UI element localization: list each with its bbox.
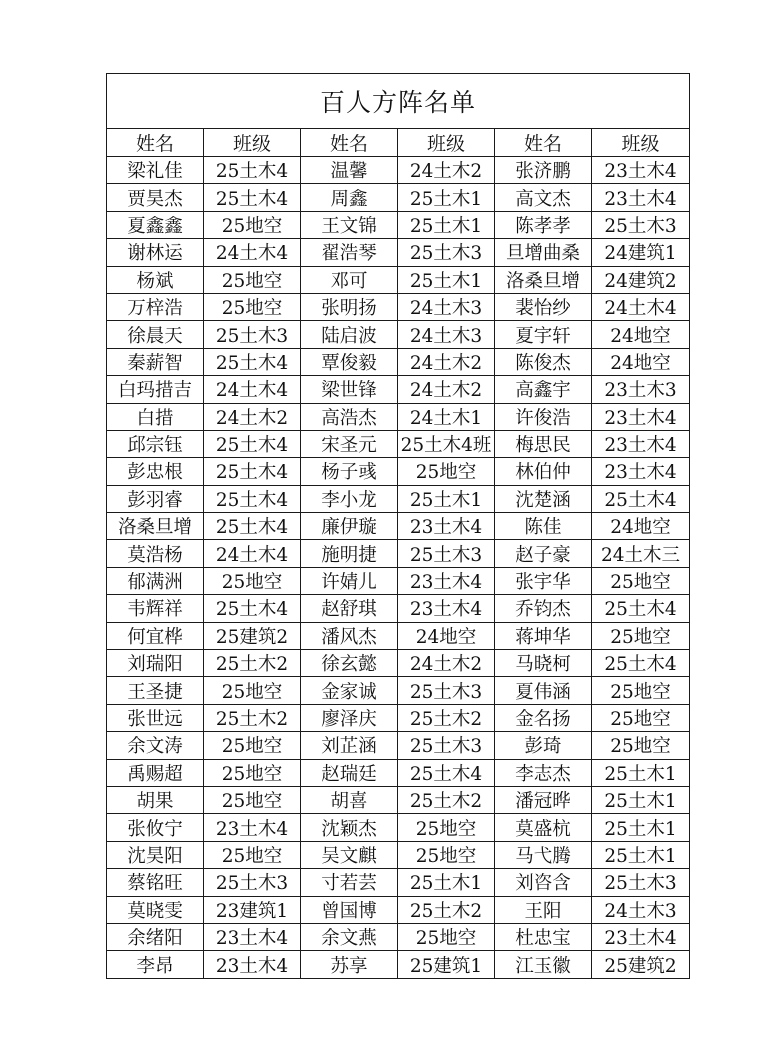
class-cell: 25地空 bbox=[204, 841, 301, 868]
class-cell: 25建筑2 bbox=[592, 951, 690, 978]
name-cell: 乔钧杰 bbox=[495, 595, 592, 622]
class-cell: 25土木1 bbox=[592, 841, 690, 868]
name-cell: 邓可 bbox=[301, 266, 398, 293]
table-row bbox=[107, 184, 690, 211]
class-cell: 24地空 bbox=[592, 513, 690, 540]
name-cell: 许婧儿 bbox=[301, 567, 398, 594]
name-cell: 邱宗钰 bbox=[107, 430, 204, 457]
name-cell: 吴文麒 bbox=[301, 841, 398, 868]
name-cell: 赵舒琪 bbox=[301, 595, 398, 622]
class-cell: 25地空 bbox=[204, 211, 301, 238]
class-cell: 25土木4 bbox=[204, 184, 301, 211]
class-cell: 25土木4 bbox=[204, 595, 301, 622]
class-cell: 25地空 bbox=[592, 704, 690, 731]
table-row bbox=[107, 376, 690, 403]
table-row bbox=[107, 348, 690, 375]
class-cell: 23土木4 bbox=[592, 923, 690, 950]
name-cell: 翟浩琴 bbox=[301, 239, 398, 266]
name-cell: 李昂 bbox=[107, 951, 204, 978]
class-cell: 25土木4 bbox=[592, 595, 690, 622]
name-cell: 王圣捷 bbox=[107, 677, 204, 704]
class-cell: 23土木4 bbox=[398, 567, 495, 594]
class-cell: 25地空 bbox=[592, 677, 690, 704]
class-cell: 25地空 bbox=[204, 786, 301, 813]
name-cell: 裴怡纱 bbox=[495, 293, 592, 320]
table-row bbox=[107, 951, 690, 978]
name-cell: 彭忠根 bbox=[107, 458, 204, 485]
class-cell: 23土木4 bbox=[592, 430, 690, 457]
name-cell: 高文杰 bbox=[495, 184, 592, 211]
name-cell: 高鑫宇 bbox=[495, 376, 592, 403]
header-class: 班级 bbox=[398, 129, 495, 157]
table-row bbox=[107, 732, 690, 759]
table-row bbox=[107, 293, 690, 320]
class-cell: 25地空 bbox=[398, 841, 495, 868]
name-cell: 寸若芸 bbox=[301, 869, 398, 896]
name-cell: 陈佳 bbox=[495, 513, 592, 540]
class-cell: 24土木2 bbox=[398, 157, 495, 184]
class-cell: 25地空 bbox=[398, 923, 495, 950]
class-cell: 25土木4班 bbox=[398, 430, 495, 457]
name-cell: 白玛措吉 bbox=[107, 376, 204, 403]
class-cell: 24土木4 bbox=[204, 376, 301, 403]
class-cell: 25地空 bbox=[204, 567, 301, 594]
name-cell: 禹赐超 bbox=[107, 759, 204, 786]
name-cell: 沈昊阳 bbox=[107, 841, 204, 868]
class-cell: 25地空 bbox=[592, 732, 690, 759]
class-cell: 24土木1 bbox=[398, 403, 495, 430]
table-row bbox=[107, 814, 690, 841]
table-row bbox=[107, 485, 690, 512]
name-cell: 江玉徽 bbox=[495, 951, 592, 978]
name-cell: 张明扬 bbox=[301, 293, 398, 320]
name-cell: 温馨 bbox=[301, 157, 398, 184]
table-row bbox=[107, 650, 690, 677]
name-cell: 马弋腾 bbox=[495, 841, 592, 868]
table-row bbox=[107, 239, 690, 266]
class-cell: 25土木1 bbox=[398, 869, 495, 896]
class-cell: 25建筑1 bbox=[398, 951, 495, 978]
name-cell: 陈俊杰 bbox=[495, 348, 592, 375]
name-cell: 廉伊璇 bbox=[301, 513, 398, 540]
class-cell: 24土木2 bbox=[398, 376, 495, 403]
table-row bbox=[107, 211, 690, 238]
class-cell: 25地空 bbox=[204, 293, 301, 320]
class-cell: 25土木3 bbox=[398, 239, 495, 266]
class-cell: 23土木4 bbox=[592, 403, 690, 430]
table-row bbox=[107, 266, 690, 293]
name-cell: 高浩杰 bbox=[301, 403, 398, 430]
name-cell: 李志杰 bbox=[495, 759, 592, 786]
table-row bbox=[107, 622, 690, 649]
name-cell: 李小龙 bbox=[301, 485, 398, 512]
class-cell: 25土木1 bbox=[398, 266, 495, 293]
header-name: 姓名 bbox=[107, 129, 204, 157]
name-cell: 王阳 bbox=[495, 896, 592, 923]
table-row bbox=[107, 321, 690, 348]
name-cell: 白措 bbox=[107, 403, 204, 430]
class-cell: 23土木4 bbox=[204, 814, 301, 841]
table-row bbox=[107, 841, 690, 868]
class-cell: 24土木3 bbox=[398, 293, 495, 320]
class-cell: 25土木2 bbox=[204, 650, 301, 677]
name-cell: 马晓柯 bbox=[495, 650, 592, 677]
class-cell: 25土木3 bbox=[592, 869, 690, 896]
class-cell: 25土木4 bbox=[204, 485, 301, 512]
class-cell: 25土木3 bbox=[398, 540, 495, 567]
class-cell: 24土木3 bbox=[592, 896, 690, 923]
class-cell: 25地空 bbox=[204, 759, 301, 786]
class-cell: 24地空 bbox=[592, 348, 690, 375]
name-cell: 胡喜 bbox=[301, 786, 398, 813]
table-row bbox=[107, 157, 690, 184]
name-cell: 张世远 bbox=[107, 704, 204, 731]
class-cell: 25土木4 bbox=[398, 759, 495, 786]
name-cell: 万梓浩 bbox=[107, 293, 204, 320]
class-cell: 23土木4 bbox=[204, 951, 301, 978]
name-cell: 张济鹏 bbox=[495, 157, 592, 184]
class-cell: 24土木4 bbox=[204, 540, 301, 567]
header-class: 班级 bbox=[592, 129, 690, 157]
name-cell: 秦薪智 bbox=[107, 348, 204, 375]
name-cell: 彭琦 bbox=[495, 732, 592, 759]
name-cell: 刘咨含 bbox=[495, 869, 592, 896]
name-cell: 金名扬 bbox=[495, 704, 592, 731]
name-cell: 胡果 bbox=[107, 786, 204, 813]
name-cell: 莫浩杨 bbox=[107, 540, 204, 567]
roster-body bbox=[107, 157, 690, 979]
table-row bbox=[107, 430, 690, 457]
name-cell: 彭羽睿 bbox=[107, 485, 204, 512]
name-cell: 曾国博 bbox=[301, 896, 398, 923]
table-row bbox=[107, 786, 690, 813]
name-cell: 许俊浩 bbox=[495, 403, 592, 430]
class-cell: 25地空 bbox=[592, 622, 690, 649]
name-cell: 张攸宁 bbox=[107, 814, 204, 841]
class-cell: 23土木4 bbox=[398, 595, 495, 622]
class-cell: 25土木4 bbox=[204, 348, 301, 375]
class-cell: 25地空 bbox=[592, 567, 690, 594]
name-cell: 徐晨天 bbox=[107, 321, 204, 348]
class-cell: 25土木4 bbox=[204, 157, 301, 184]
name-cell: 夏鑫鑫 bbox=[107, 211, 204, 238]
class-cell: 23土木4 bbox=[398, 513, 495, 540]
table-row bbox=[107, 567, 690, 594]
table-row bbox=[107, 458, 690, 485]
name-cell: 洛桑旦增 bbox=[107, 513, 204, 540]
table-row bbox=[107, 869, 690, 896]
class-cell: 25土木1 bbox=[398, 485, 495, 512]
table-row bbox=[107, 896, 690, 923]
table-title: 百人方阵名单 bbox=[107, 74, 690, 129]
name-cell: 梁礼佳 bbox=[107, 157, 204, 184]
name-cell: 苏享 bbox=[301, 951, 398, 978]
class-cell: 25土木2 bbox=[204, 704, 301, 731]
class-cell: 25土木1 bbox=[592, 786, 690, 813]
header-row bbox=[107, 129, 690, 157]
name-cell: 蔡铭旺 bbox=[107, 869, 204, 896]
name-cell: 夏伟涵 bbox=[495, 677, 592, 704]
class-cell: 25地空 bbox=[204, 266, 301, 293]
class-cell: 25土木2 bbox=[398, 896, 495, 923]
class-cell: 25地空 bbox=[398, 458, 495, 485]
table-row bbox=[107, 540, 690, 567]
name-cell: 金家诚 bbox=[301, 677, 398, 704]
title-row bbox=[107, 74, 690, 129]
name-cell: 张宇华 bbox=[495, 567, 592, 594]
name-cell: 宋圣元 bbox=[301, 430, 398, 457]
class-cell: 25建筑2 bbox=[204, 622, 301, 649]
class-cell: 25土木4 bbox=[592, 650, 690, 677]
name-cell: 梁世锋 bbox=[301, 376, 398, 403]
class-cell: 25土木1 bbox=[592, 759, 690, 786]
class-cell: 25地空 bbox=[204, 732, 301, 759]
class-cell: 25土木4 bbox=[592, 485, 690, 512]
roster-table bbox=[106, 73, 690, 979]
class-cell: 25土木2 bbox=[398, 704, 495, 731]
table-row bbox=[107, 923, 690, 950]
table-row bbox=[107, 704, 690, 731]
header-name: 姓名 bbox=[301, 129, 398, 157]
class-cell: 25土木3 bbox=[398, 732, 495, 759]
name-cell: 何宜桦 bbox=[107, 622, 204, 649]
name-cell: 贾昊杰 bbox=[107, 184, 204, 211]
name-cell: 陆启波 bbox=[301, 321, 398, 348]
class-cell: 23土木3 bbox=[592, 376, 690, 403]
class-cell: 23土木4 bbox=[592, 157, 690, 184]
class-cell: 24土木4 bbox=[204, 239, 301, 266]
class-cell: 25地空 bbox=[204, 677, 301, 704]
class-cell: 25土木3 bbox=[398, 677, 495, 704]
name-cell: 杜忠宝 bbox=[495, 923, 592, 950]
class-cell: 24建筑1 bbox=[592, 239, 690, 266]
class-cell: 24土木3 bbox=[398, 321, 495, 348]
class-cell: 25土木3 bbox=[592, 211, 690, 238]
name-cell: 郁满洲 bbox=[107, 567, 204, 594]
class-cell: 25土木1 bbox=[398, 184, 495, 211]
name-cell: 沈颖杰 bbox=[301, 814, 398, 841]
name-cell: 余文涛 bbox=[107, 732, 204, 759]
class-cell: 25土木3 bbox=[204, 321, 301, 348]
name-cell: 王文锦 bbox=[301, 211, 398, 238]
name-cell: 赵子豪 bbox=[495, 540, 592, 567]
class-cell: 25地空 bbox=[398, 814, 495, 841]
name-cell: 梅思民 bbox=[495, 430, 592, 457]
name-cell: 蒋坤华 bbox=[495, 622, 592, 649]
class-cell: 25土木3 bbox=[204, 869, 301, 896]
name-cell: 覃俊毅 bbox=[301, 348, 398, 375]
class-cell: 24土木2 bbox=[398, 348, 495, 375]
name-cell: 杨斌 bbox=[107, 266, 204, 293]
table-row bbox=[107, 759, 690, 786]
name-cell: 杨子彧 bbox=[301, 458, 398, 485]
class-cell: 24建筑2 bbox=[592, 266, 690, 293]
name-cell: 林伯仲 bbox=[495, 458, 592, 485]
class-cell: 25土木2 bbox=[398, 786, 495, 813]
name-cell: 周鑫 bbox=[301, 184, 398, 211]
table-row bbox=[107, 403, 690, 430]
name-cell: 莫盛杭 bbox=[495, 814, 592, 841]
name-cell: 潘风杰 bbox=[301, 622, 398, 649]
class-cell: 23土木4 bbox=[592, 184, 690, 211]
name-cell: 潘冠晔 bbox=[495, 786, 592, 813]
table-row bbox=[107, 595, 690, 622]
table-row bbox=[107, 677, 690, 704]
class-cell: 25土木4 bbox=[204, 513, 301, 540]
name-cell: 徐玄懿 bbox=[301, 650, 398, 677]
name-cell: 余绪阳 bbox=[107, 923, 204, 950]
name-cell: 谢林运 bbox=[107, 239, 204, 266]
class-cell: 25土木4 bbox=[204, 458, 301, 485]
class-cell: 24土木2 bbox=[398, 650, 495, 677]
name-cell: 刘瑞阳 bbox=[107, 650, 204, 677]
class-cell: 25土木1 bbox=[398, 211, 495, 238]
header-class: 班级 bbox=[204, 129, 301, 157]
name-cell: 赵瑞廷 bbox=[301, 759, 398, 786]
class-cell: 24地空 bbox=[398, 622, 495, 649]
name-cell: 余文燕 bbox=[301, 923, 398, 950]
class-cell: 25土木1 bbox=[592, 814, 690, 841]
name-cell: 韦辉祥 bbox=[107, 595, 204, 622]
name-cell: 莫晓雯 bbox=[107, 896, 204, 923]
class-cell: 24地空 bbox=[592, 321, 690, 348]
name-cell: 夏宇轩 bbox=[495, 321, 592, 348]
class-cell: 23土木4 bbox=[592, 458, 690, 485]
name-cell: 沈楚涵 bbox=[495, 485, 592, 512]
name-cell: 洛桑旦增 bbox=[495, 266, 592, 293]
name-cell: 陈孝孝 bbox=[495, 211, 592, 238]
class-cell: 24土木三 bbox=[592, 540, 690, 567]
name-cell: 旦增曲桑 bbox=[495, 239, 592, 266]
class-cell: 23土木4 bbox=[204, 923, 301, 950]
name-cell: 刘芷涵 bbox=[301, 732, 398, 759]
class-cell: 23建筑1 bbox=[204, 896, 301, 923]
class-cell: 25土木4 bbox=[204, 430, 301, 457]
name-cell: 施明捷 bbox=[301, 540, 398, 567]
class-cell: 24土木2 bbox=[204, 403, 301, 430]
class-cell: 24土木4 bbox=[592, 293, 690, 320]
name-cell: 廖泽庆 bbox=[301, 704, 398, 731]
header-name: 姓名 bbox=[495, 129, 592, 157]
table-row bbox=[107, 513, 690, 540]
